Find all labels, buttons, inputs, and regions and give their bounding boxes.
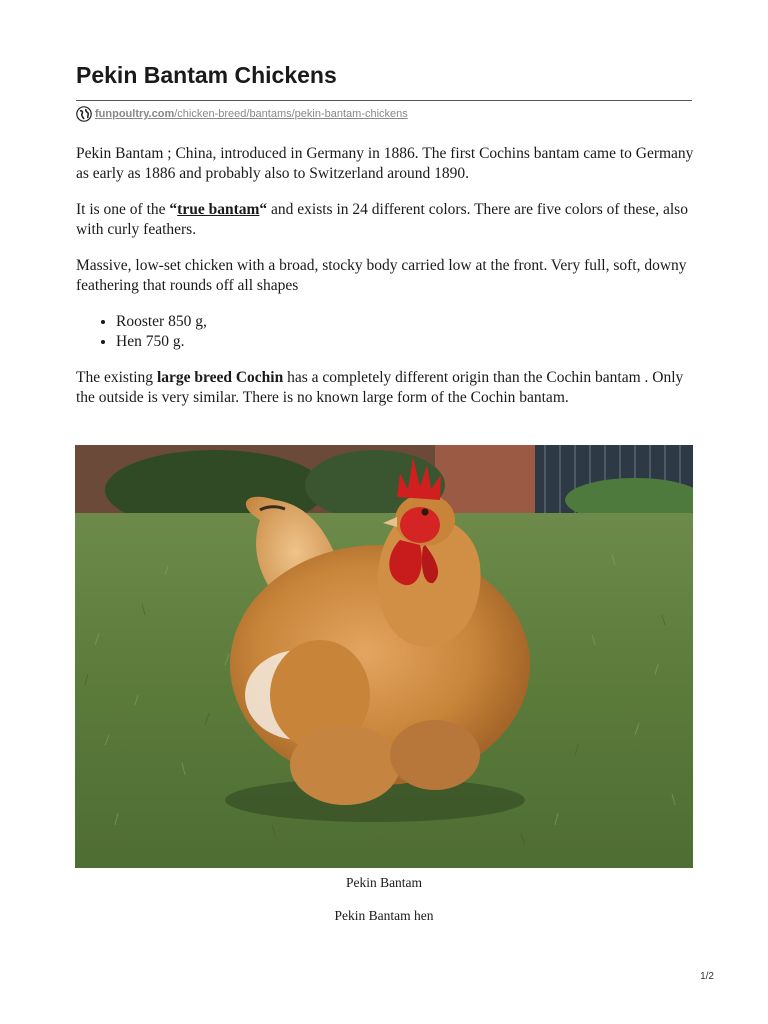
weight-list — [98, 312, 207, 352]
source-line — [76, 106, 408, 122]
paragraph-true-bantam: It is one of the “true bantam“ and exists in 24 different colors. There are five colors of these, also with curly feathers. — [76, 201, 688, 238]
paragraph-description: Massive, low-set chicken with a broad, stocky body carried low at the front. Very full, soft, downy feathering that rounds off all shapes — [76, 257, 687, 294]
list-item: • Rooster 850 g, — [116, 312, 207, 332]
image-caption: Pekin Bantam — [345, 875, 423, 890]
rooster-photo — [75, 445, 693, 868]
paragraph-origin: Pekin Bantam ; China, introduced in Germany in 1886. The first Cochins bantam came to Germany as early as 1886 and probably also to Switzerland around 1890. — [76, 145, 694, 182]
page-number: 1/2 — [700, 971, 714, 982]
source-link[interactable]: funpoultry.com/chicken-breed/bantams/pekin-bantam-chickens — [95, 108, 408, 120]
globe-icon — [76, 106, 92, 122]
title-divider — [76, 100, 692, 101]
page-title: Pekin Bantam Chickens — [76, 62, 337, 88]
true-bantam-link[interactable]: true bantam — [177, 201, 260, 218]
paragraph-large-breed: The existing large breed Cochin has a completely different origin than the Cochin bantam . Only the outside is very similar. There is no known large form of the Cochin bantam. — [76, 369, 684, 406]
list-item: • Hen 750 g. — [116, 332, 207, 352]
image-caption-hen: Pekin Bantam hen — [334, 908, 434, 923]
large-breed-cochin: large breed Cochin — [156, 369, 284, 386]
